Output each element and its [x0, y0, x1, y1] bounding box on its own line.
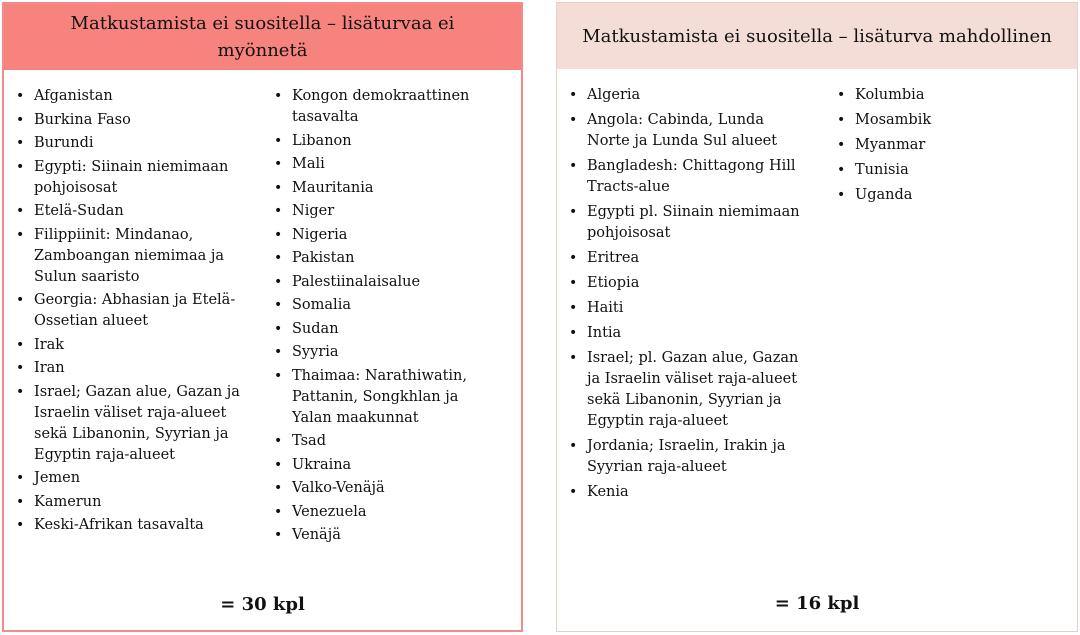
- country-list-item: • Kolumbia: [837, 85, 1057, 106]
- country-list-item: • Syyria: [274, 342, 492, 363]
- country-list-item: • Uganda: [837, 185, 1057, 206]
- country-list-item: • Kenia: [569, 482, 805, 503]
- left-country-list-a: [16, 86, 254, 539]
- country-list-item: • Valko-Venäjä: [274, 478, 492, 499]
- right-country-list-a: [569, 85, 805, 507]
- country-list-item: • Georgia: Abhasian ja Etelä-Ossetian alueet: [16, 290, 254, 332]
- country-list-item: • Filippiinit: Mindanao, Zamboangan niemimaa ja Sulun saaristo: [16, 225, 254, 288]
- country-list-item: • Jordania; Israelin, Irakin ja Syyrian raja-alueet: [569, 436, 805, 478]
- country-list-item: • Kamerun: [16, 492, 254, 513]
- country-list-item: • Nigeria: [274, 225, 492, 246]
- left-panel: [2, 2, 523, 632]
- country-list-item: • Myanmar: [837, 135, 1057, 156]
- country-list-item: • Pakistan: [274, 248, 492, 269]
- country-list-item: • Jemen: [16, 468, 254, 489]
- country-list-item: • Sudan: [274, 319, 492, 340]
- country-list-item: • Irak: [16, 335, 254, 356]
- country-list-item: • Egypti: Siinain niemimaan pohjoisosat: [16, 157, 254, 199]
- country-list-item: • Eritrea: [569, 248, 805, 269]
- country-list-item: • Israel; Gazan alue, Gazan ja Israelin väliset raja-alueet sekä Libanonin, Syyrian ja Egyptin raja-alueet: [16, 382, 254, 466]
- right-panel-title: Matkustamista ei suositella – lisäturva mahdollinen: [557, 3, 1077, 69]
- country-list-item: • Keski-Afrikan tasavalta: [16, 515, 254, 536]
- country-list-item: • Mauritania: [274, 178, 492, 199]
- country-list-item: • Somalia: [274, 295, 492, 316]
- left-total: = 30 kpl: [220, 594, 305, 615]
- country-list-item: • Mali: [274, 154, 492, 175]
- country-list-item: • Iran: [16, 358, 254, 379]
- country-list-item: • Burkina Faso: [16, 110, 254, 131]
- country-list-item: • Tunisia: [837, 160, 1057, 181]
- country-list-item: • Afganistan: [16, 86, 254, 107]
- country-list-item: • Angola: Cabinda, Lunda Norte ja Lunda Sul alueet: [569, 110, 805, 152]
- country-list-item: • Thaimaa: Narathiwatin, Pattanin, Songkhlan ja Yalan maakunnat: [274, 366, 492, 429]
- country-list-item: • Venezuela: [274, 502, 492, 523]
- right-panel: [556, 2, 1078, 632]
- left-panel-title: Matkustamista ei suositella – lisäturvaa ei myönnetä: [4, 4, 521, 70]
- left-country-list-b: [274, 86, 492, 549]
- country-list-item: • Burundi: [16, 133, 254, 154]
- country-list-item: • Israel; pl. Gazan alue, Gazan ja Israelin väliset raja-alueet sekä Libanonin, Syyrian ja Egyptin raja-alueet: [569, 348, 805, 432]
- country-list-item: • Mosambik: [837, 110, 1057, 131]
- country-list-item: • Egypti pl. Siinain niemimaan pohjoisosat: [569, 202, 805, 244]
- country-list-item: • Algeria: [569, 85, 805, 106]
- country-list-item: • Kongon demokraattinen tasavalta: [274, 86, 492, 128]
- country-list-item: • Haiti: [569, 298, 805, 319]
- country-list-item: • Bangladesh: Chittagong Hill Tracts-alue: [569, 156, 805, 198]
- country-list-item: • Intia: [569, 323, 805, 344]
- country-list-item: • Ukraina: [274, 455, 492, 476]
- country-list-item: • Tsad: [274, 431, 492, 452]
- country-list-item: • Libanon: [274, 131, 492, 152]
- country-list-item: • Venäjä: [274, 525, 492, 546]
- right-total: = 16 kpl: [774, 593, 860, 614]
- country-list-item: • Palestiinalaisalue: [274, 272, 492, 293]
- country-list-item: • Etiopia: [569, 273, 805, 294]
- country-list-item: • Niger: [274, 201, 492, 222]
- country-list-item: • Etelä-Sudan: [16, 201, 254, 222]
- right-country-list-b: [837, 85, 1057, 210]
